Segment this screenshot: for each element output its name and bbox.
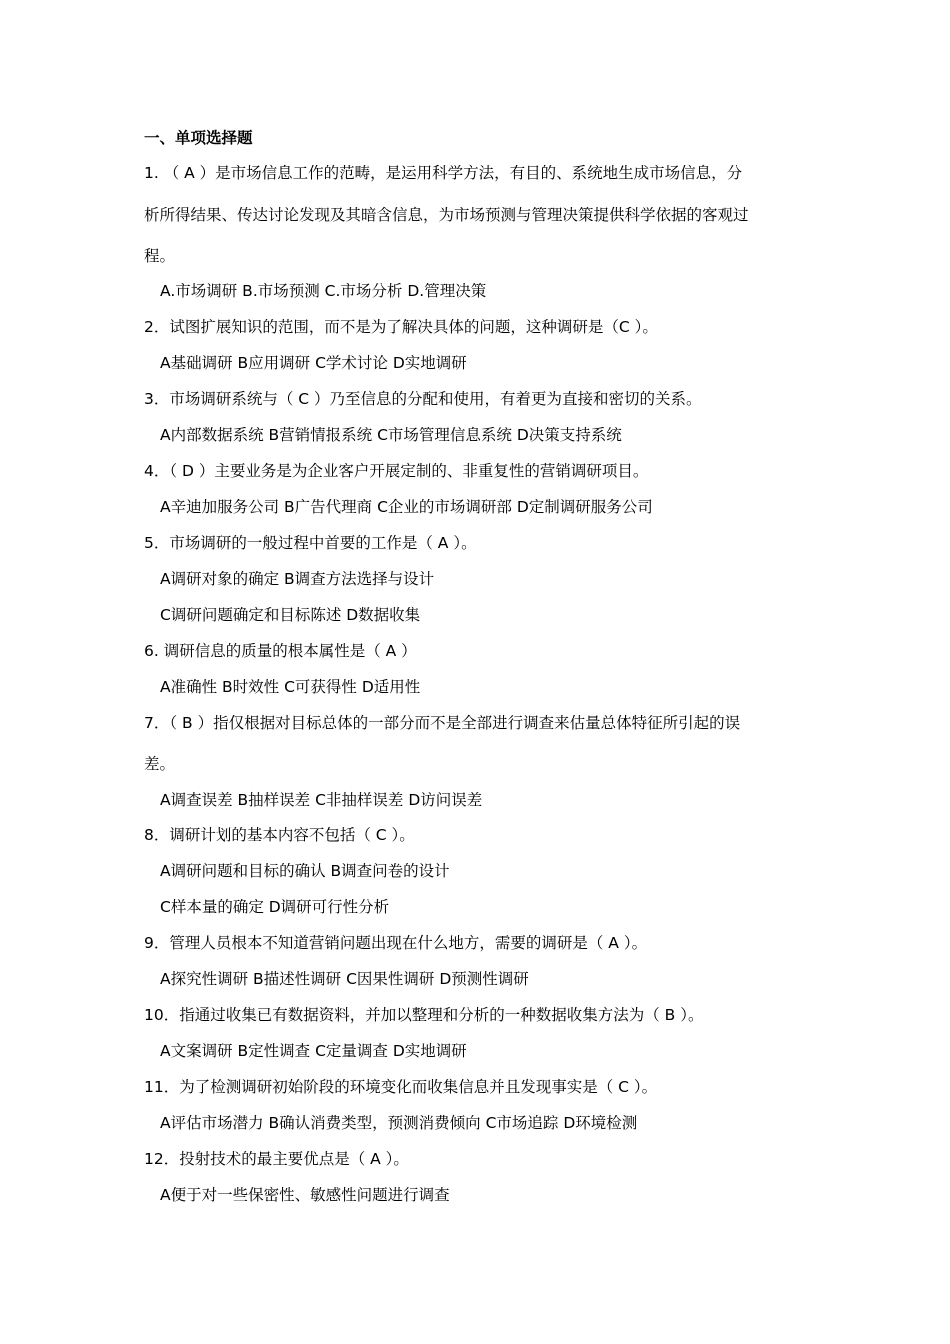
- question-8: 8．调研计划的基本内容不包括（ C ）。: [144, 826, 415, 844]
- question-5-options-1: A调研对象的确定 B调查方法选择与设计: [160, 570, 435, 588]
- question-4: 4．（ D ）主要业务是为企业客户开展定制的、非重复性的营销调研项目。: [144, 462, 649, 480]
- question-8-options-2: C样本量的确定 D调研可行性分析: [160, 898, 390, 916]
- question-1-options: A.市场调研 B.市场预测 C.市场分析 D.管理决策: [160, 282, 487, 300]
- question-1-line-3: 程。: [144, 247, 176, 265]
- question-10: 10．指通过收集已有数据资料，并加以整理和分析的一种数据收集方法为（ B ）。: [144, 1006, 704, 1024]
- question-11-options: A评估市场潜力 B确认消费类型，预测消费倾向 C市场追踪 D环境检测: [160, 1114, 638, 1132]
- question-5: 5．市场调研的一般过程中首要的工作是（ A ）。: [144, 534, 477, 552]
- question-8-options-1: A调研问题和目标的确认 B调查问卷的设计: [160, 862, 450, 880]
- question-7-options: A调查误差 B抽样误差 C非抽样误差 D访问误差: [160, 791, 483, 809]
- question-9: 9．管理人员根本不知道营销问题出现在什么地方，需要的调研是（ A ）。: [144, 934, 648, 952]
- question-10-options: A文案调研 B定性调查 C定量调查 D实地调研: [160, 1042, 467, 1060]
- question-1-line-1: 1. （ A ）是市场信息工作的范畴，是运用科学方法，有目的、系统地生成市场信息，分: [144, 164, 743, 182]
- question-5-options-2: C调研问题确定和目标陈述 D数据收集: [160, 606, 421, 624]
- question-12: 12．投射技术的最主要优点是（ A ）。: [144, 1150, 409, 1168]
- section-title: 一、单项选择题: [144, 129, 253, 147]
- question-7-line-2: 差。: [144, 755, 176, 773]
- question-7-line-1: 7．（ B ）指仅根据对目标总体的一部分而不是全部进行调查来估量总体特征所引起的误: [144, 714, 741, 732]
- question-6: 6. 调研信息的质量的根本属性是（ A ）: [144, 642, 417, 660]
- question-1-line-2: 析所得结果、传达讨论发现及其暗含信息，为市场预测与管理决策提供科学依据的客观过: [144, 206, 749, 224]
- question-11: 11．为了检测调研初始阶段的环境变化而收集信息并且发现事实是（ C ）。: [144, 1078, 658, 1096]
- question-9-options: A探究性调研 B描述性调研 C因果性调研 D预测性调研: [160, 970, 529, 988]
- question-3: 3．市场调研系统与（ C ）乃至信息的分配和使用，有着更为直接和密切的关系。: [144, 390, 702, 408]
- question-6-options: A准确性 B时效性 C可获得性 D适用性: [160, 678, 421, 696]
- question-2: 2．试图扩展知识的范围，而不是为了解决具体的问题，这种调研是（C ）。: [144, 318, 658, 336]
- question-2-options: A基础调研 B应用调研 C学术讨论 D实地调研: [160, 354, 467, 372]
- question-3-options: A内部数据系统 B营销情报系统 C市场管理信息系统 D决策支持系统: [160, 426, 622, 444]
- question-12-options: A便于对一些保密性、敏感性问题进行调查: [160, 1186, 450, 1204]
- question-4-options: A辛迪加服务公司 B广告代理商 C企业的市场调研部 D定制调研服务公司: [160, 498, 653, 516]
